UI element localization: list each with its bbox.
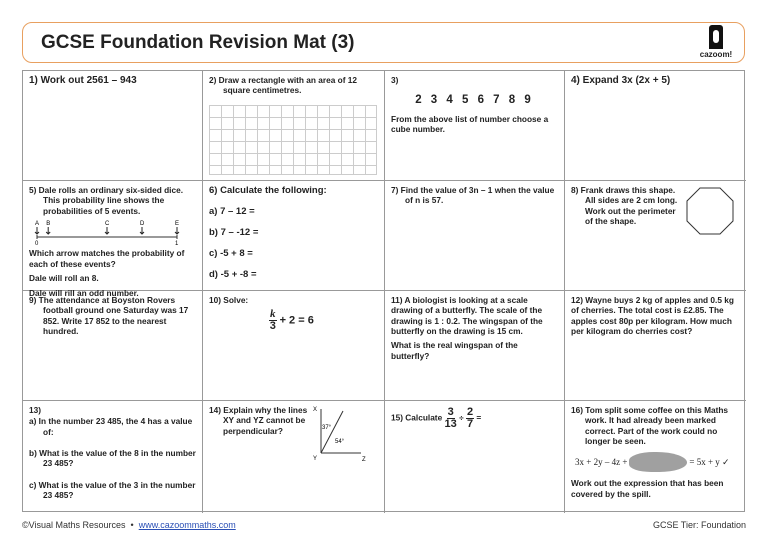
arrow-label: B (46, 221, 51, 228)
arrow-label: D (140, 221, 145, 228)
question-8: 8) Frank draws this shape. All sides are 2 cm long. Work out the perimeter of the shape. (565, 181, 746, 291)
svg-text:Y: Y (313, 456, 318, 462)
arrow-label: A (35, 221, 40, 228)
svg-text:Z: Z (362, 457, 366, 463)
question-11: 11) A biologist is looking at a scale drawing of a butterfly. The scale of the drawing is 1 : 0.2. The wingspan of the butterfly on the drawing is 15 cm. What is the real wingspan of the butterfly? (385, 291, 565, 401)
question-14: 14) Explain why the lines XY and YZ cannot be perpendicular? X Y Z 37° 54° (203, 401, 385, 513)
header (22, 22, 745, 63)
arrow-icon (46, 227, 50, 234)
question-15 (385, 401, 565, 513)
angle-diagram (313, 405, 373, 465)
scale-label: 1 (175, 241, 179, 247)
octagon-shape (686, 187, 734, 235)
square-grid (209, 105, 377, 175)
website-link[interactable]: www.cazoommaths.com (138, 520, 236, 530)
question-5: 5) Dale rolls an ordinary six-sided dice. This probability line shows the probabilities of 5 events. A B C D E 0 1 Which arrow matches the probability of each of these events? Dale will roll an 8. Dale will rill an odd number. (23, 181, 203, 291)
svg-text:37°: 37° (322, 425, 332, 431)
question-grid (22, 70, 745, 512)
arrow-label: C (105, 221, 110, 228)
question-13: 13) a) In the number 23 485, the 4 has a value of: b) What is the value of the 8 in the number 23 485? c) What is the value of the 3 in the number 23 485? (23, 401, 203, 513)
svg-text:X: X (313, 407, 318, 413)
question-9: 9) The attendance at Boyston Rovers football ground one Saturday was 17 852. Write 17 852 to the nearest hundred. (23, 291, 203, 401)
question-3: 3) 2 3 4 5 6 7 8 9 From the above list of number choose a cube number. (385, 71, 565, 181)
question-10: 10) Solve: $\frac{k}{3}$ + 2 = 6 (203, 291, 385, 401)
question-1: 1) Work out 2561 – 943 (23, 71, 203, 181)
question-6: 6) Calculate the following: a) 7 – 12 = b) 7 – -12 = c) -5 + 8 = d) -5 + -8 = (203, 181, 385, 291)
coffee-spill (629, 452, 687, 472)
arrow-icon (175, 227, 179, 234)
arrow-icon (105, 227, 109, 234)
arrow-icon (140, 227, 144, 234)
page-title: GCSE Foundation Revision Mat (3) (41, 32, 355, 53)
arrow-label: E (175, 221, 180, 228)
probability-line (29, 220, 197, 246)
svg-text:54°: 54° (335, 439, 345, 445)
arrow-icon (35, 227, 39, 234)
equation: $\frac{k}{3}$ + 2 = 6 (269, 308, 314, 333)
question-16: 16) Tom split some coffee on this Maths work. It had already been marked correct. Part of the work could no longer be seen. 3x + 2y – 4z + = 5x + y ✓ Work out the expression that has been covered by the spill. (565, 401, 746, 513)
spill-equation: 3x + 2y – 4z + = 5x + y ✓ (575, 452, 740, 472)
cazoom-logo: cazoom! (696, 25, 736, 59)
question-7: 7) Find the value of 3n – 1 when the value of n is 57. (385, 181, 565, 291)
question-12: 12) Wayne buys 2 kg of apples and 0.5 kg of cherries. The total cost is £2.85. The apples cost 80p per kilogram. How much per kilogram do cherries cost? (565, 291, 746, 401)
scale-label: 0 (35, 241, 39, 247)
footer-tier: GCSE Tier: Foundation (652, 520, 746, 530)
question-4: 4) Expand 3x (2x + 5) (565, 71, 746, 181)
footer-left: ©Visual Maths Resources • www.cazoommaths.com (22, 520, 236, 530)
question-2: 2) Draw a rectangle with an area of 12 square centimetres. (203, 71, 385, 181)
fraction-calculation: 15) Calculate $\frac{3}{13}$ ÷ $\frac{2}{7}$ = (391, 406, 482, 430)
